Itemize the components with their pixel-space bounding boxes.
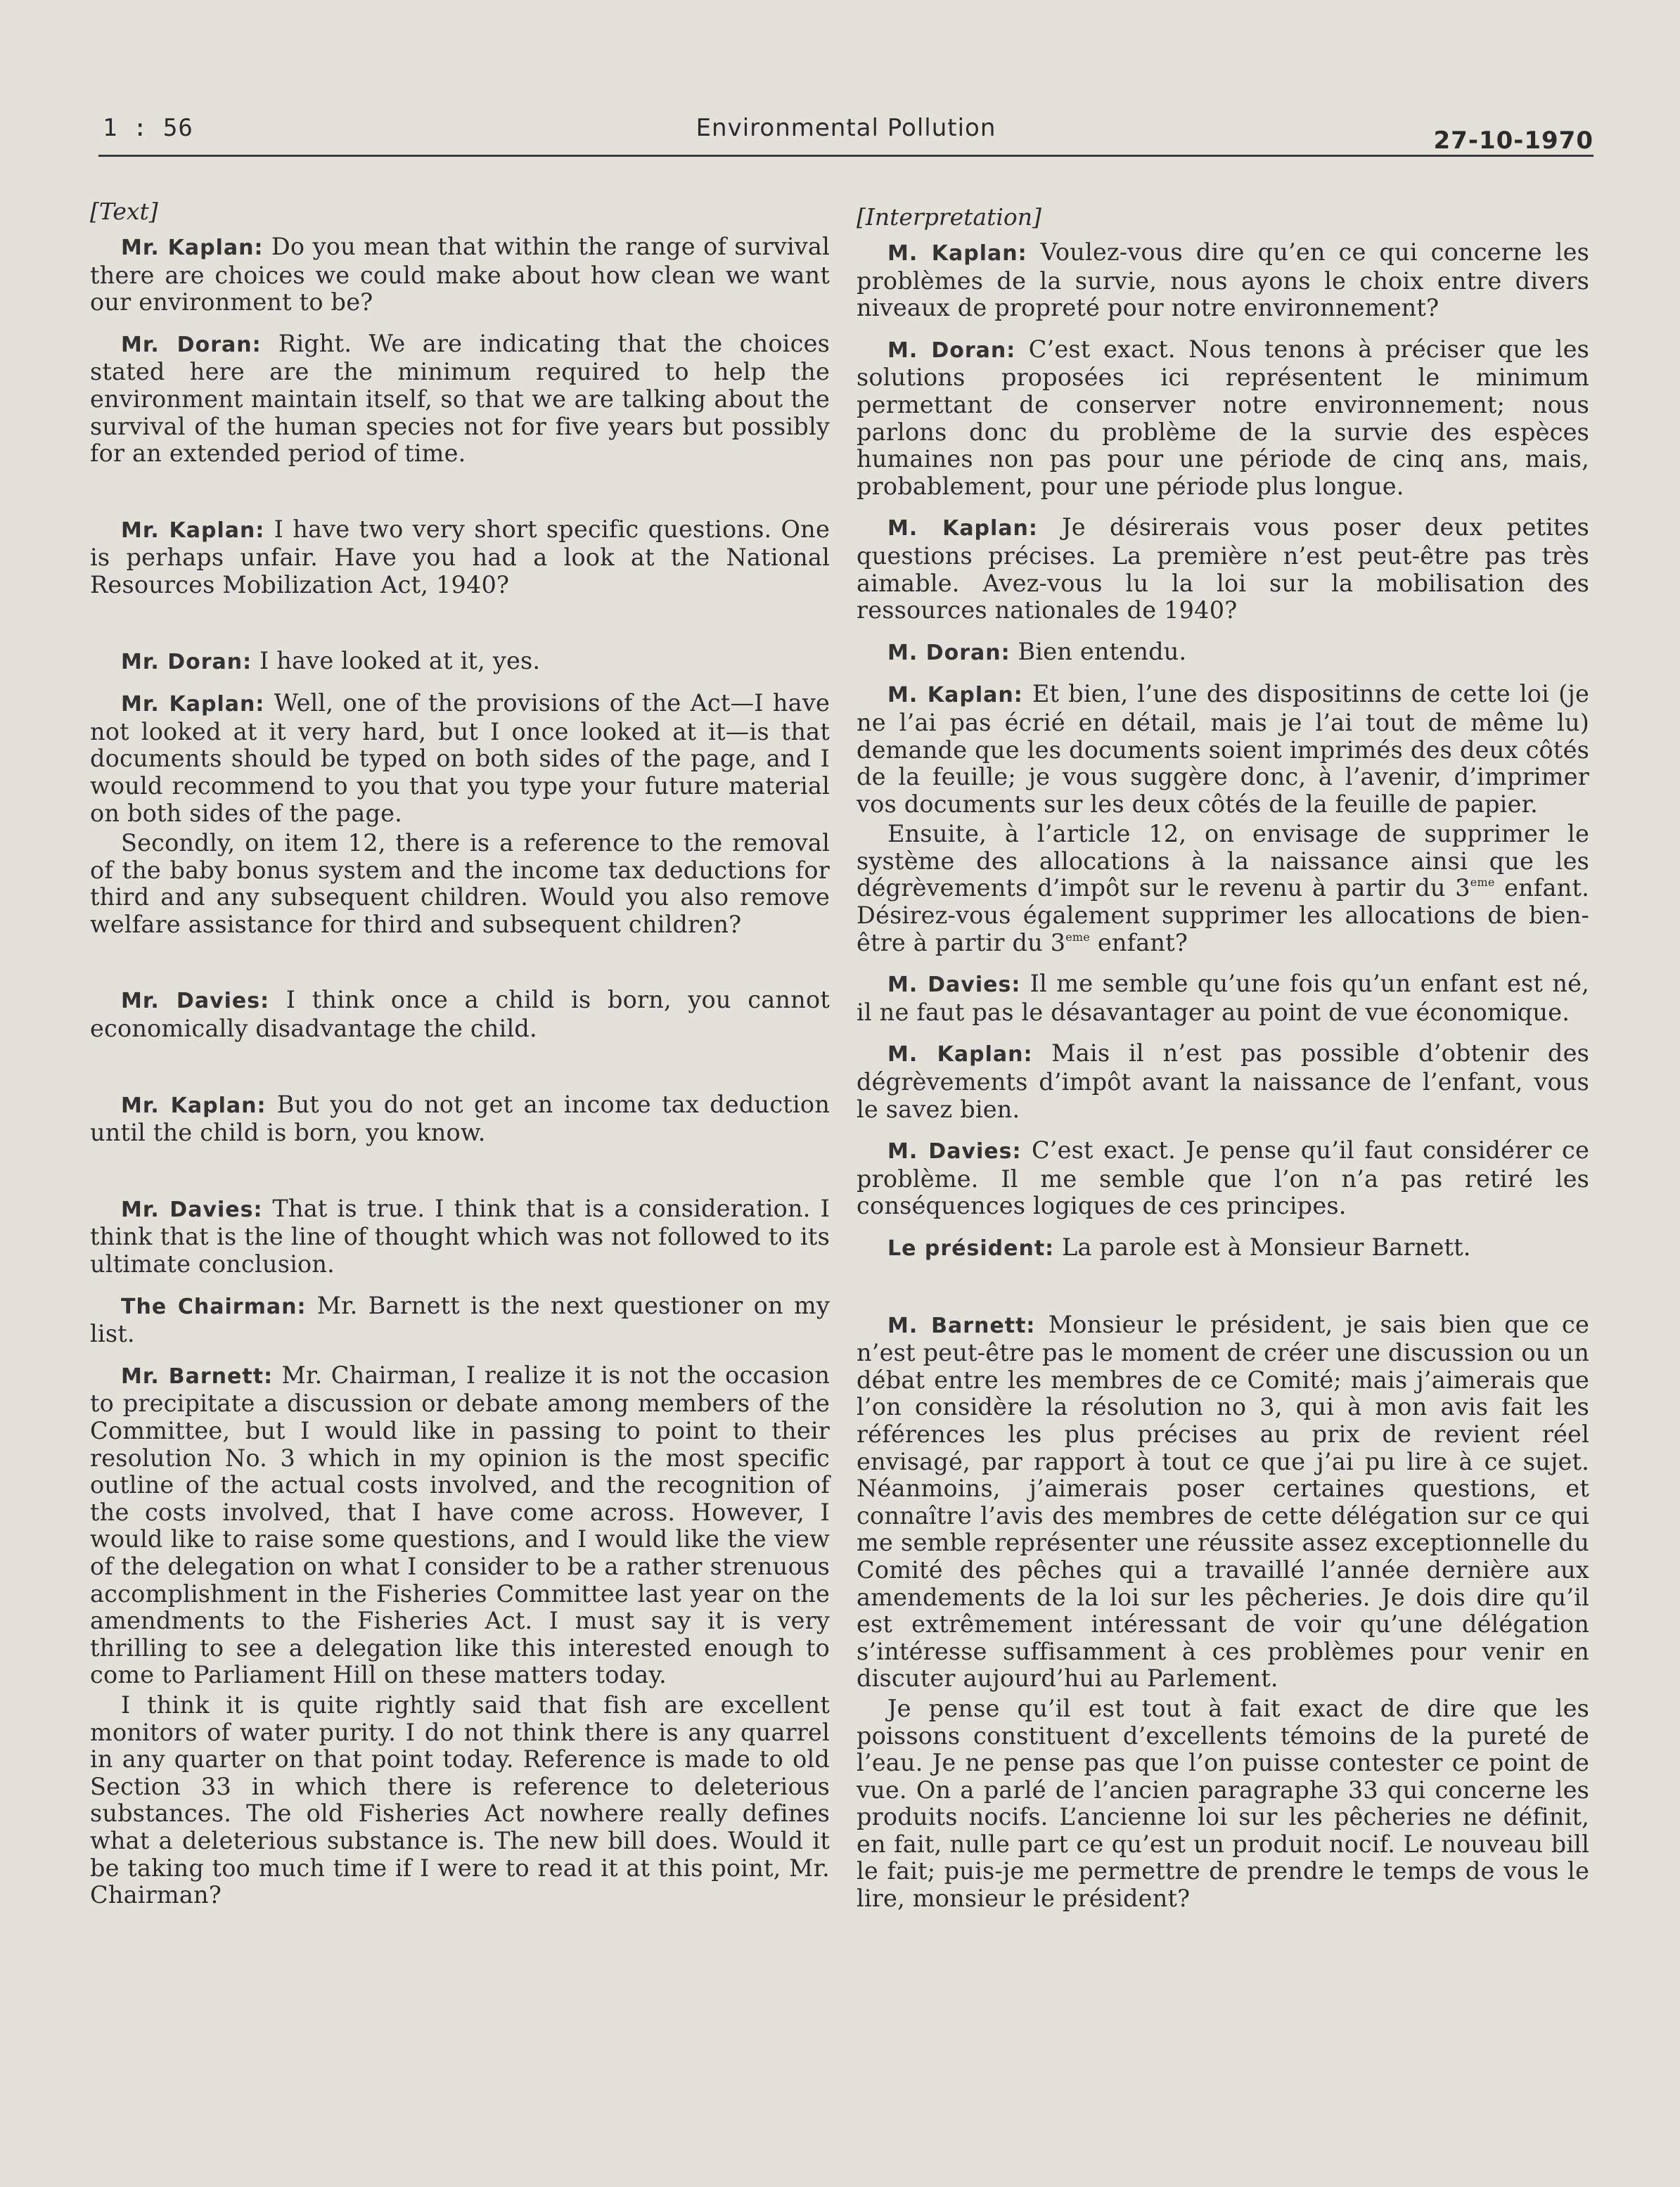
paragraph-text: enfant? xyxy=(1089,928,1188,956)
paragraph xyxy=(90,1091,830,1147)
speaker-name: M. Doran: xyxy=(887,338,1016,363)
paragraph-text: I have looked at it, yes. xyxy=(259,646,541,674)
page-header xyxy=(98,114,1594,157)
paragraph xyxy=(90,1293,830,1348)
paragraph-text: Well, one of the provisions of the Act—I have not looked at it very hard, but I once looked at it—is that documents should be typed on both sides of the page, and I would recommend to you that you type your future material on both sides of the page. xyxy=(90,689,830,827)
paragraph xyxy=(90,987,830,1042)
speaker-name: Mr. Kaplan: xyxy=(121,692,265,717)
paragraph-text: I think once a child is born, you cannot economically disadvantage the child. xyxy=(90,986,830,1043)
paragraph xyxy=(857,821,1589,956)
superscript: eme xyxy=(1470,876,1495,890)
speaker-name: Mr. Doran: xyxy=(121,332,262,357)
paragraph-text: Et bien, l’une des dispositinns de cette loi (je ne l’ai pas écrié en détail, mais je l’ai tout de même lu) demande que les documents soient imprimés des deux côtés de la feuille; je vous suggère donc, à l’avenir, d’imprimer vos documents sur les deux côtés de la feuille de papier. xyxy=(857,680,1589,818)
paragraph-text: Je pense qu’il est tout à fait exact de dire que les poissons constituent d’excellents témoins de la pureté de l’eau. Je ne pense pas que l’on puisse contester ce point de vue. On a parlé de l’ancien paragraphe 33 qui concerne les produits nocifs. L’ancienne loi sur les pêcheries ne définit, en fait, nulle part ce qu’est un produit nocif. Le nouveau bill le fait; puis-je me permettre de prendre le temps de vous le lire, monsieur le président? xyxy=(857,1694,1589,1913)
paragraph xyxy=(857,1137,1589,1220)
paragraph xyxy=(857,1695,1589,1913)
speaker-name: M. Doran: xyxy=(887,640,1011,665)
paragraph xyxy=(90,516,830,599)
paragraph xyxy=(857,970,1589,1026)
speaker-name: Mr. Doran: xyxy=(121,649,252,674)
paragraph xyxy=(90,690,830,827)
speaker-name: M. Kaplan: xyxy=(887,516,1038,541)
paragraph-text: Voulez-vous dire qu’en ce qui concerne les problèmes de la survie, nous ayons le choix entre divers niveaux de propreté pour notre environnement? xyxy=(857,238,1589,322)
paragraph xyxy=(90,233,830,316)
paragraph-text: enfant. Désirez-vous également supprimer les allocations de bien-être à partir du 3 xyxy=(857,874,1589,956)
paragraph-text: Monsieur le président, je sais bien que ce n’est peut-être pas le moment de créer une discussion ou un débat entre les membres de ce Comité; mais j’aimerais que l’on considère la résolution no 3, qui à mon avis fait les références les plus précises au prix de revient réel envisagé, par rapport à tout ce que j’ai pu lire à ce sujet. Néanmoins, j’aimerais poser certaines questions, et connaître l’avis des membres de cette délégation sur ce qui me semble représenter une réussite assez exceptionnelle du Comité des pêches qui a travaillé l’année dernière aux amendements de la loi sur les pêcheries. Je dois dire qu’il est extrêmement intéressant de voir qu’une délégation s’intéresse suffisamment à ces problèmes pour venir en discuter aujourd’hui au Parlement. xyxy=(857,1310,1589,1693)
paragraph-text: C’est exact. Je pense qu’il faut considérer ce problème. Il me semble que l’on n’a pas retiré les conséquences logiques de ces principes. xyxy=(857,1136,1589,1220)
speaker-name: M. Davies: xyxy=(887,1139,1022,1165)
paragraph xyxy=(857,639,1589,667)
paragraph-text: But you do not get an income tax deduction until the child is born, you know. xyxy=(90,1090,831,1147)
paragraph xyxy=(857,1234,1589,1263)
speaker-name: M. Kaplan: xyxy=(887,241,1027,266)
paragraph-text: Je désirerais vous poser deux petites questions précises. La première n’est peut-être pas très aimable. Avez-vous lu la loi sur la mobilisation des ressources nationales de 1940? xyxy=(857,513,1589,624)
superscript: eme xyxy=(1065,930,1090,944)
speaker-name: Le président: xyxy=(887,1236,1055,1261)
page-number: 1 : 56 xyxy=(103,114,193,142)
speaker-name: Mr. Kaplan: xyxy=(121,236,264,260)
paragraph-text: La parole est à Monsieur Barnett. xyxy=(1062,1233,1471,1261)
speaker-name: Mr. Davies: xyxy=(121,1197,263,1222)
paragraph-text: Secondly, on item 12, there is a reference to the removal of the baby bonus system and the income tax deductions for third and any subsequent children. Would you also remove welfare assistance for third and subsequent children? xyxy=(90,829,830,938)
paragraph xyxy=(857,1040,1589,1123)
speaker-name: Mr. Kaplan: xyxy=(121,518,265,543)
paragraph-text: Mais il n’est pas possible d’obtenir des dégrèvements d’impôt avant la naissance de l’enfant, vous le savez bien. xyxy=(857,1039,1589,1123)
paragraph-text: I think it is quite rightly said that fish are excellent monitors of water purity. I do not think there is any quarrel in any quarter on that point today. Reference is made to old Section 33 in which there is reference to deleterious substances. The old Fisheries Act nowhere really defines what a deleterious substance is. The new bill does. Would it be taking too much time if I were to read it at this point, Mr. Chairman? xyxy=(90,1691,830,1909)
paragraph xyxy=(90,648,830,676)
paragraph-text: C’est exact. Nous tenons à préciser que les solutions proposées ici représentent le minimum permettant de conserver notre environnement; nous parlons donc du problème de la survie des espèces humaines non pas pour une période de cinq ans, mais, probablement, pour une période plus longue. xyxy=(857,335,1589,500)
running-title: Environmental Pollution xyxy=(695,114,996,142)
paragraph-text: Mr. Barnett is the next questioner on my list. xyxy=(90,1291,830,1348)
speaker-name: The Chairman: xyxy=(121,1294,307,1319)
speaker-name: M. Kaplan: xyxy=(887,1042,1033,1067)
paragraph xyxy=(857,1311,1589,1693)
paragraph-text: Bien entendu. xyxy=(1018,637,1187,665)
paragraph-text: Right. We are indicating that the choices stated here are the minimum required to help the environment maintain itself, so that we are talking about the survival of the human species not for five years but possibly for an extended period of time. xyxy=(90,329,830,468)
english-column xyxy=(90,198,830,1909)
paragraph xyxy=(857,681,1589,818)
paragraph-text: Il me semble qu’une fois qu’un enfant est né, il ne faut pas le désavantager au point de vue économique. xyxy=(857,970,1589,1026)
speaker-name: Mr. Davies: xyxy=(121,989,270,1014)
paragraph-text: I have two very short specific questions. One is perhaps unfair. Have you had a look at the National Resources Mobilization Act, 1940? xyxy=(90,515,830,598)
paragraph xyxy=(857,336,1589,501)
column-tag: [Interpretation] xyxy=(857,203,1041,231)
paragraph xyxy=(90,830,830,938)
french-column xyxy=(857,198,1589,1913)
paragraph xyxy=(90,331,830,468)
paragraph xyxy=(857,239,1589,322)
paragraph xyxy=(90,1195,830,1278)
paragraph-text: Do you mean that within the range of survival there are choices we could make about how clean we want our environment to be? xyxy=(90,233,831,316)
paragraph xyxy=(90,1362,830,1689)
header-date: 27-10-1970 xyxy=(1433,127,1594,155)
speaker-name: M. Kaplan: xyxy=(887,683,1023,708)
speaker-name: M. Barnett: xyxy=(887,1313,1036,1338)
paragraph xyxy=(90,1692,830,1909)
speaker-name: M. Davies: xyxy=(887,973,1021,998)
paragraph xyxy=(857,514,1589,624)
paragraph-text: Ensuite, à l’article 12, on envisage de supprimer le système des allocations à la naissance ainsi que les dégrèvements d’impôt sur le revenu à partir du 3 xyxy=(857,820,1589,902)
paragraph-text: That is true. I think that is a consideration. I think that is the line of thought which was not followed to its ultimate conclusion. xyxy=(90,1194,831,1278)
speaker-name: Mr. Barnett: xyxy=(121,1364,274,1389)
speaker-name: Mr. Kaplan: xyxy=(121,1093,267,1118)
column-tag: [Text] xyxy=(90,198,158,225)
paragraph-text: Mr. Chairman, I realize it is not the occasion to precipitate a discussion or debate among members of the Committee, but I would like in passing to point to their resolution No. 3 which in my opinion is the most specific outline of the actual costs involved, and the recognition of the costs involved, that I have come across. However, I would like to raise some questions, and I would like the view of the delegation on what I consider to be a rather strenuous accomplishment in the Fisheries Committee last year on the amendments to the Fisheries Act. I must say it is very thrilling to see a delegation like this interested enough to come to Parliament Hill on these matters today. xyxy=(90,1361,830,1689)
